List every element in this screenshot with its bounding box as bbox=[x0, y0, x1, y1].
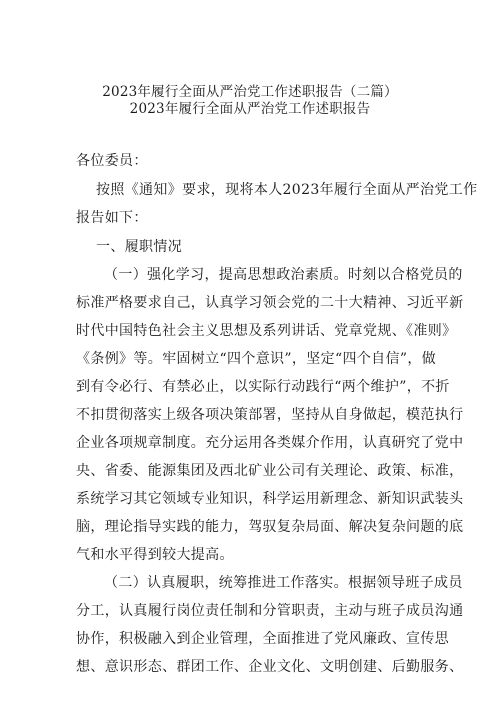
intro-line: 报告如下： bbox=[76, 210, 148, 226]
paragraph-line: 企业各项规章制度。充分运用各类媒介作用，认真研究了党中 bbox=[76, 435, 464, 451]
paragraph-line: 不扣贯彻落实上级各项决策部署，坚持从自身做起，模范执行 bbox=[76, 407, 464, 423]
paragraph-line: 协作，积极融入到企业管理，全面推进了党风廉政、宣传思 bbox=[76, 631, 450, 647]
paragraph-line: 脑，理论指导实践的能力，驾驭复杂局面、解决复杂问题的底 bbox=[76, 519, 464, 535]
paragraph-line: 到有令必行、有禁必止，以实际行动践行“两个维护”，不折 bbox=[76, 379, 450, 395]
document-subtitle: 2023年履行全面从严治党工作述职报告 bbox=[129, 101, 371, 117]
paragraph-line: 分工，认真履行岗位责任制和分管职责，主动与班子成员沟通 bbox=[76, 603, 464, 619]
paragraph-line: （二）认真履职，统筹推进工作落实。根据领导班子成员 bbox=[104, 575, 463, 591]
paragraph-line: 央、省委、能源集团及西北矿业公司有关理论、政策、标准， bbox=[76, 463, 464, 479]
paragraph-line: 标准严格要求自己，认真学习领会党的二十大精神、习近平新 bbox=[76, 295, 464, 311]
paragraph-line: （一）强化学习，提高思想政治素质。时刻以合格党员的 bbox=[104, 267, 463, 283]
paragraph-line: 系统学习其它领域专业知识，科学运用新理念、新知识武装头 bbox=[76, 491, 464, 507]
paragraph-line: 气和水平得到较大提高。 bbox=[76, 547, 234, 563]
paragraph-line: 时代中国特色社会主义思想及系列讲话、党章党规、《准则》 bbox=[76, 323, 457, 339]
paragraph-line: 《条例》等。牢固树立“四个意识”，坚定“四个自信”，做 bbox=[76, 351, 437, 367]
salutation: 各位委员： bbox=[76, 153, 148, 169]
section-heading: 一、履职情况 bbox=[96, 239, 183, 255]
paragraph-line: 想、意识形态、群团工作、企业文化、文明创建、后勤服务、 bbox=[76, 659, 464, 675]
intro-line: 按照《通知》要求，现将本人2023年履行全面从严治党工作 bbox=[96, 182, 478, 198]
document-title: 2023年履行全面从严治党工作述职报告（二篇） bbox=[102, 84, 398, 100]
